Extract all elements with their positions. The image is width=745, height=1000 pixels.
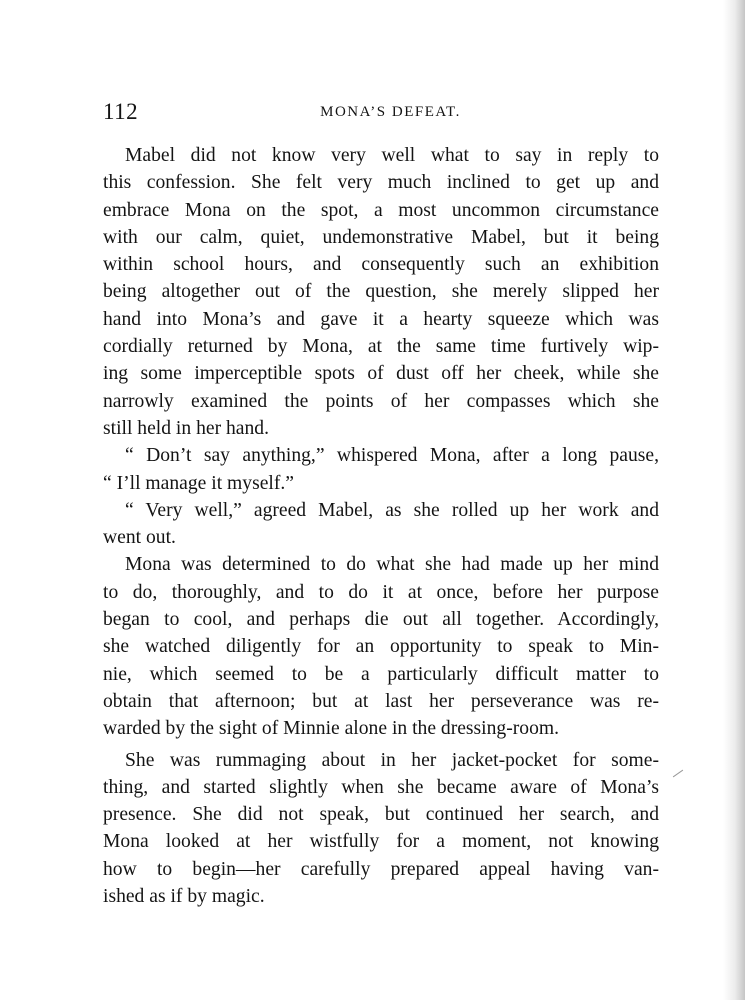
text-line: narrowly examined the points of her compasses which she	[103, 390, 659, 412]
text-line: Mona was determined to do what she had made up her mind	[125, 554, 659, 576]
page-edge-shadow	[723, 0, 745, 1000]
running-head: MONA’S DEFEAT.	[320, 104, 461, 120]
text-line: Mona looked at her wistfully for a moment, not knowing	[103, 831, 659, 853]
page-number: 112	[103, 99, 139, 124]
text-line: “ Don’t say anything,” whispered Mona, after a long pause,	[125, 445, 659, 467]
text-line: “ I’ll manage it myself.”	[103, 472, 294, 494]
text-line: Mabel did not know very well what to say in reply to	[125, 145, 659, 166]
text-line: embrace Mona on the spot, a most uncommon circumstance	[103, 199, 659, 221]
text-line: obtain that afternoon; but at last her perseverance was re-	[103, 690, 659, 712]
body-text	[103, 142, 659, 910]
margin-pencil-mark	[673, 770, 683, 778]
paragraph	[103, 497, 659, 552]
text-line: cordially returned by Mona, at the same time furtively wip-	[103, 336, 659, 358]
text-line: ished as if by magic.	[103, 886, 265, 908]
text-line: presence. She did not speak, but continued her search, and	[103, 804, 659, 826]
text-line: She was rummaging about in her jacket-pocket for some-	[125, 749, 659, 771]
paragraph	[103, 442, 659, 497]
text-line: “ Very well,” agreed Mabel, as she rolled up her work and	[125, 499, 659, 521]
text-line: she watched diligently for an opportunity to speak to Min-	[103, 636, 659, 658]
paragraph	[103, 747, 659, 911]
text-line: within school hours, and consequently such an exhibition	[103, 254, 659, 276]
paragraph	[103, 551, 659, 742]
text-line: warded by the sight of Minnie alone in the dressing-room.	[103, 718, 560, 740]
text-line: this confession. She felt very much inclined to get up and	[103, 172, 659, 194]
text-line: being altogether out of the question, she merely slipped her	[103, 281, 659, 303]
text-line: hand into Mona’s and gave it a hearty squeeze which was	[103, 308, 659, 330]
text-line: to do, thoroughly, and to do it at once, before her purpose	[103, 581, 659, 603]
text-line: began to cool, and perhaps die out all together. Accordingly,	[103, 609, 659, 631]
text-line: went out.	[103, 527, 176, 549]
text-line: nie, which seemed to be a particularly difficult matter to	[103, 663, 659, 685]
text-line: ing some imperceptible spots of dust off her cheek, while she	[103, 363, 659, 385]
paragraph	[103, 142, 659, 442]
text-line: with our calm, quiet, undemonstrative Mabel, but it being	[103, 226, 659, 248]
text-line: thing, and started slightly when she became aware of Mona’s	[103, 776, 659, 798]
text-line: how to begin—her carefully prepared appeal having van-	[103, 858, 659, 880]
text-line: still held in her hand.	[103, 417, 269, 439]
